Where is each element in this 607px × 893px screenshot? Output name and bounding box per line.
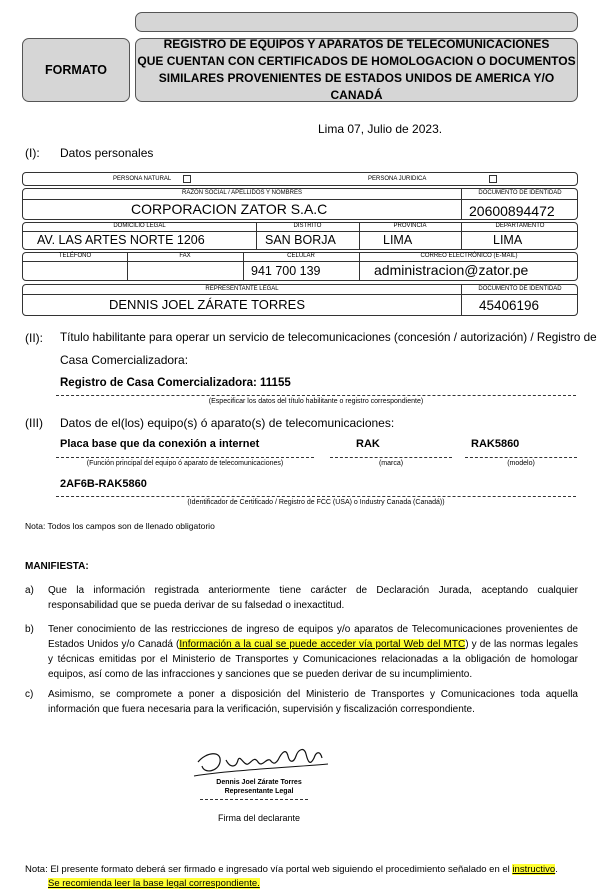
fax-label: FAX (179, 253, 191, 259)
representante-label: REPRESENTANTE LEGAL (205, 286, 279, 292)
section-2-number: (II): (25, 331, 43, 345)
modelo-underline (465, 457, 577, 458)
item-a-label: a) (25, 585, 34, 596)
section-1-title: Datos personales (60, 146, 154, 160)
item-b-text (48, 622, 578, 682)
correo-value: administracion@zator.pe (374, 262, 529, 278)
firma-label: Firma del declarante (217, 813, 301, 823)
correo-label: CORREO ELECTRÓNICO (E-MAIL) (420, 253, 518, 259)
razon-social-value: CORPORACION ZATOR S.A.C (131, 201, 328, 217)
title-line-1: REGISTRO DE EQUIPOS Y APARATOS DE TELECOMUNICACIONES (163, 37, 550, 51)
documento-value: 20600894472 (469, 203, 555, 219)
marca-value: RAK (356, 438, 380, 450)
persona-juridica-label: PERSONA JURIDICA (368, 176, 427, 182)
item-b-text-part1: Tener conocimiento de las restricciones de ingreso de equipos y/o aparatos de Telecomunicaciones provenientes de Estados Unidos y/o Canadá ( (48, 624, 578, 650)
marca-underline (330, 457, 452, 458)
telefono-label: TELÉFONO (58, 253, 92, 259)
section-1-number: (I): (25, 146, 40, 160)
departamento-value: LIMA (493, 233, 523, 247)
base-legal-link[interactable]: Se recomienda leer la base legal correspondiente. (48, 878, 260, 889)
title-box (135, 38, 578, 102)
mtc-portal-link[interactable]: Información a la cual se puede acceder vía portal Web del MTC (179, 639, 466, 650)
distrito-value: SAN BORJA (265, 233, 336, 247)
signature-scribble (192, 740, 332, 782)
razon-social-row (22, 188, 578, 220)
domicilio-value: AV. LAS ARTES NORTE 1206 (37, 233, 205, 247)
document-date: Lima 07, Julio de 2023. (318, 122, 443, 136)
representante-row (22, 284, 578, 316)
departamento-label: DEPARTAMENTO (495, 223, 545, 229)
celular-label: CELULAR (287, 253, 315, 259)
section-2-text-line-2: Casa Comercializadora: (60, 353, 189, 367)
modelo-hint: (modelo) (507, 460, 535, 467)
provincia-value: LIMA (383, 233, 413, 247)
persona-type-row (22, 172, 578, 186)
marca-hint: (marca) (378, 460, 404, 467)
documento2-value: 45406196 (479, 298, 540, 313)
item-c-label: c) (25, 689, 34, 700)
manifiesta-title: MANIFIESTA: (25, 561, 89, 572)
item-b-label: b) (25, 624, 34, 635)
item-c-text: Asimismo, se compromete a poner a disposición del Ministerio de Transportes y Comunicaciones toda aquella información que fuera necesaria para la verificación, supervisión y fiscalización correspondiente. (48, 689, 578, 715)
documento-label: DOCUMENTO DE IDENTIDAD (478, 190, 562, 196)
razon-social-label: RAZÓN SOCIAL / APELLIDOS Y NOMBRES (182, 190, 302, 196)
nota-obligatorio: Nota: Todos los campos son de llenado obligatorio (25, 521, 215, 531)
signer-role: Representante Legal (224, 788, 294, 795)
celular-value: 941 700 139 (251, 264, 321, 278)
identificador-hint: (Identificador de Certificado / Registro de FCC (USA) o Industry Canada (Canadá)) (187, 499, 445, 506)
distrito-label: DISTRITO (293, 223, 322, 229)
funcion-hint: (Función principal del equipo ó aparato de telecomunicaciones) (86, 460, 284, 467)
identificador-underline (56, 496, 576, 497)
modelo-value: RAK5860 (471, 438, 520, 450)
item-a-text: Que la información registrada anteriormente tiene carácter de Declaración Jurada, aceptando cualquier responsabilidad que se pueda derivar de su falsedad o inexactitud. (48, 585, 578, 611)
title-line-3: SIMILARES PROVENIENTES DE ESTADOS UNIDOS DE AMERICA Y/O CANADÁ (158, 71, 555, 102)
item-b-text-part2: ) y de las normas legales y técnicas emitidas por el Ministerio de Transportes y Comunicaciones relacionadas a la obligación de homologar equipos, así como de las infracciones y sanciones que se pueden derivar de su incumplimiento. (48, 639, 578, 680)
section-2-hint: (Especificar los datos del título habilitante o registro correspondiente) (208, 398, 424, 405)
instructivo-link[interactable]: instructivo (512, 864, 556, 875)
title-line-2: QUE CUENTAN CON CERTIFICADOS DE HOMOLOGACION O DOCUMENTOS (137, 54, 576, 68)
contacto-row (22, 252, 578, 281)
funcion-value: Placa base que da conexión a internet (60, 438, 260, 450)
identificador-value: 2AF6B-RAK5860 (60, 478, 147, 490)
documento2-label: DOCUMENTO DE IDENTIDAD (478, 286, 562, 292)
persona-natural-label: PERSONA NATURAL (113, 176, 172, 182)
section-3-number: (III) (25, 416, 43, 430)
footer-note: Nota: El presente formato deberá ser firmado e ingresado vía portal web siguiendo el procedimiento señalado en el instructivo. (25, 864, 558, 875)
persona-natural-checkbox[interactable] (183, 175, 191, 183)
formato-box (22, 38, 130, 102)
provincia-label: PROVINCIA (393, 223, 427, 229)
funcion-underline (56, 457, 314, 458)
section-3-title: Datos de el(los) equipo(s) ó aparato(s) de telecomunicaciones: (60, 416, 395, 430)
domicilio-label: DOMICILIO LEGAL (113, 223, 166, 229)
formato-label: FORMATO (44, 63, 108, 77)
section-2-text-line-1: Título habilitante para operar un servicio de telecomunicaciones (concesión / autorización) / Registro de (60, 331, 597, 344)
signature-line (200, 799, 308, 800)
header-top-bar (135, 12, 578, 32)
section-2-value: Registro de Casa Comercializadora: 11155 (60, 377, 291, 389)
persona-juridica-checkbox[interactable] (489, 175, 497, 183)
domicilio-row (22, 222, 578, 250)
representante-value: DENNIS JOEL ZÁRATE TORRES (109, 297, 306, 312)
section-2-underline (56, 395, 576, 396)
signer-name: Dennis Joel Zárate Torres (216, 779, 302, 786)
